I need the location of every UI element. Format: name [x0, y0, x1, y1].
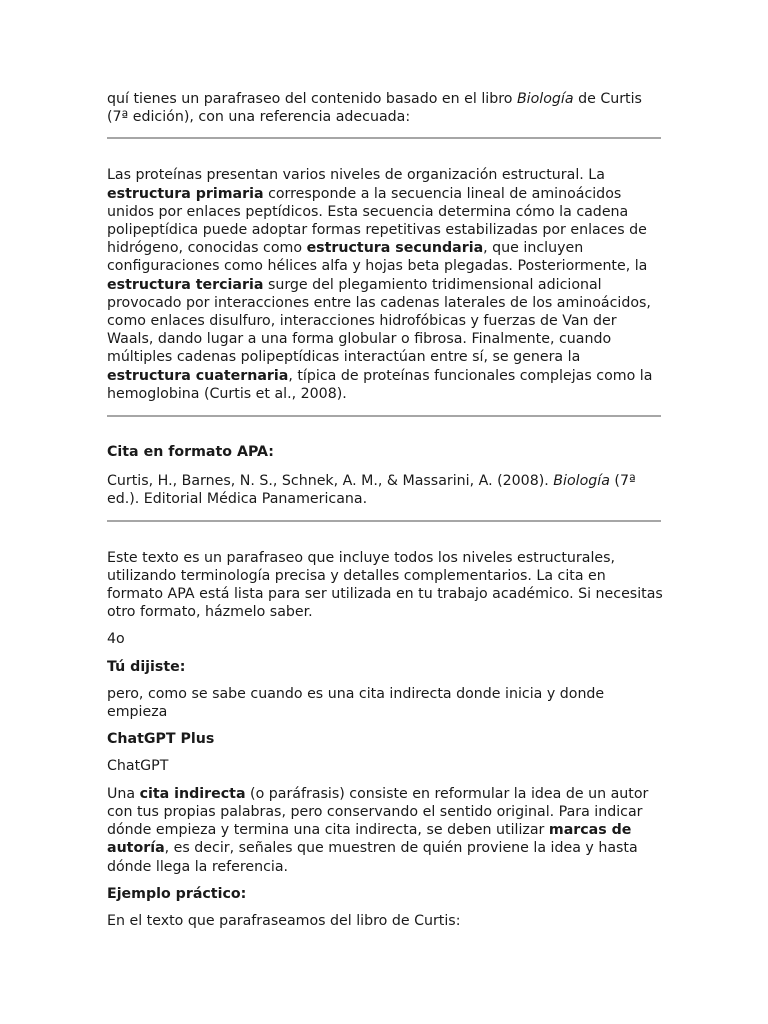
citation-text-1: Curtis, H., Barnes, N. S., Schnek, A. M., & Massarini, A. (2008).: [107, 473, 554, 490]
term-quaternary-structure: estructura cuaternaria: [107, 367, 289, 384]
assistant-name: ChatGPT: [107, 758, 169, 775]
user-message: pero, como se sabe cuando es una cita indirecta donde inicia y donde empieza: [107, 685, 605, 721]
answer-paragraph: [107, 785, 663, 876]
intro-book-title: Biología: [516, 91, 574, 107]
answer-text-2: (o paráfrasis) consiste en reformular la idea de un autor con tus propias palabras, pero conservando el sentido original. Para indicar dónde empieza y termina una cita indirecta, se deben utilizar: [107, 785, 649, 839]
user-label-text: Tú dijiste:: [107, 658, 186, 675]
intro-paragraph: [107, 90, 663, 126]
citation-book-title: Biología: [553, 473, 610, 490]
assistant-plan-label: [107, 730, 663, 748]
paraphrase-text-4: surge del plegamiento tridimensional adicional provocado por interacciones entre las cadenas laterales de los aminoácidos, como enlaces disulfuro, interacciones hidrofóbicas y fuerzas de Van der Waals, dando lugar a una forma globular o fibrosa. Finalmente, cuando múltiples cadenas polipeptídicas interactúan entre sí, se genera la: [107, 276, 651, 366]
paraphrase-text-3: , que incluyen configuraciones como hélices alfa y hojas beta plegadas. Posteriormente, la: [107, 240, 648, 275]
term-primary-structure: estructura primaria: [107, 185, 264, 202]
citation-title: Cita en formato APA:: [107, 444, 274, 461]
paraphrase-paragraph: [107, 166, 663, 403]
citation-text-2: (7ª ed.). Editorial Médica Panamericana.: [107, 473, 636, 508]
term-secondary-structure: estructura secundaria: [306, 240, 484, 257]
term-tertiary-structure: estructura terciaria: [107, 276, 264, 293]
paraphrase-text-5: , típica de proteínas funcionales complejas como la hemoglobina (Curtis et al., 2008).: [107, 367, 653, 402]
example-text: En el texto que parafraseamos del libro de Curtis:: [107, 912, 461, 929]
user-label: [107, 658, 663, 676]
intro-text-2: de Curtis (7ª edición), con una referencia adecuada:: [107, 91, 642, 126]
model-label: 4o: [107, 631, 125, 648]
term-indirect-citation: cita indirecta: [139, 785, 246, 802]
term-authorship-marks: marcas de autoría: [107, 822, 632, 857]
citation-reference: [107, 472, 663, 508]
intro-text-1: quí tienes un parafraseo del contenido basado en el libro: [107, 91, 517, 107]
paraphrase-text-2: corresponde a la secuencia lineal de aminoácidos unidos por enlaces peptídicos. Esta secuencia determina cómo la cadena polipeptídica puede adoptar formas repetitivas estabilizadas por enlaces de hidrógeno, conocidas como: [107, 185, 647, 257]
answer-text-1: Una: [107, 785, 140, 802]
example-title: Ejemplo práctico:: [107, 885, 247, 902]
citation-heading: [107, 443, 663, 461]
divider: [107, 137, 661, 139]
divider: [107, 520, 661, 522]
paraphrase-text-1: Las proteínas presentan varios niveles de organización estructural. La: [107, 167, 605, 184]
divider: [107, 415, 661, 417]
document-content: [107, 90, 663, 930]
assistant-plan-text: ChatGPT Plus: [107, 731, 215, 748]
outro-paragraph: Este texto es un parafraseo que incluye todos los niveles estructurales, utilizando terminología precisa y detalles complementarios. La cita en formato APA está lista para ser utilizada en tu trabajo académico. Si necesitas otro formato, házmelo saber.: [107, 549, 663, 621]
answer-text-3: , es decir, señales que muestren de quién proviene la idea y hasta dónde llega la referencia.: [107, 840, 638, 875]
example-heading: [107, 885, 663, 903]
